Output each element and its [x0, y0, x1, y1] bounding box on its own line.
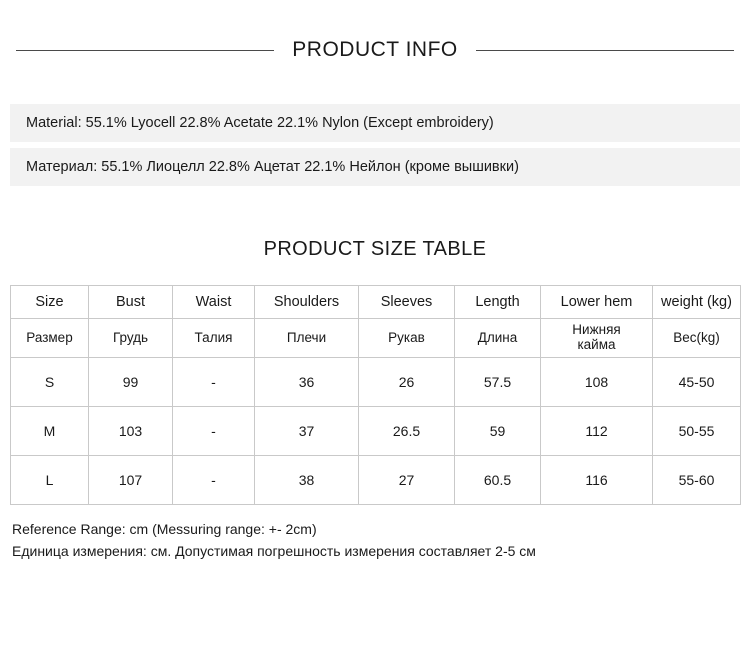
header-hem-en: Lower hem [541, 286, 653, 319]
cell-length: 59 [455, 407, 541, 456]
cell-length: 57.5 [455, 358, 541, 407]
header-shoulders-ru: Плечи [255, 319, 359, 358]
cell-weight: 50-55 [653, 407, 741, 456]
header-length-ru: Длина [455, 319, 541, 358]
footnote-english: Reference Range: cm (Messuring range: +- 2cm) [12, 521, 317, 537]
cell-waist: - [173, 456, 255, 505]
size-table [10, 285, 741, 505]
header-size-ru: Размер [11, 319, 89, 358]
header-hem-ru-line1: Нижняя [572, 322, 621, 338]
cell-sleeves: 27 [359, 456, 455, 505]
header-sleeves-en: Sleeves [359, 286, 455, 319]
product-info-heading [0, 38, 750, 62]
cell-hem: 108 [541, 358, 653, 407]
table-row [11, 456, 741, 505]
cell-shoulders: 36 [255, 358, 359, 407]
cell-shoulders: 37 [255, 407, 359, 456]
cell-waist: - [173, 358, 255, 407]
table-header-row-en [11, 286, 741, 319]
header-waist-ru: Талия [173, 319, 255, 358]
cell-sleeves: 26 [359, 358, 455, 407]
header-bust-ru: Грудь [89, 319, 173, 358]
size-table-title: PRODUCT SIZE TABLE [263, 238, 487, 260]
cell-shoulders: 38 [255, 456, 359, 505]
header-sleeves-ru: Рукав [359, 319, 455, 358]
heading-rule-right [476, 50, 734, 51]
header-weight-en: weight (kg) [653, 286, 741, 319]
cell-bust: 107 [89, 456, 173, 505]
header-length-en: Length [455, 286, 541, 319]
cell-length: 60.5 [455, 456, 541, 505]
header-hem-ru-line2: кайма [577, 337, 616, 352]
header-weight-ru: Вес(kg) [653, 319, 741, 358]
cell-hem: 112 [541, 407, 653, 456]
cell-size: S [11, 358, 89, 407]
header-bust-en: Bust [89, 286, 173, 319]
footnote-russian: Единица измерения: см. Допустимая погрешность измерения составляет 2-5 см [12, 542, 536, 559]
header-hem-ru [541, 319, 653, 358]
cell-weight: 45-50 [653, 358, 741, 407]
header-shoulders-en: Shoulders [255, 286, 359, 319]
product-info-title: PRODUCT INFO [292, 38, 458, 61]
cell-hem: 116 [541, 456, 653, 505]
footnotes [0, 519, 750, 562]
table-row [11, 407, 741, 456]
material-row-english: Material: 55.1% Lyocell 22.8% Acetate 22.1% Nylon (Except embroidery) [10, 104, 740, 142]
cell-sleeves: 26.5 [359, 407, 455, 456]
cell-size: L [11, 456, 89, 505]
size-table-wrapper [0, 285, 750, 505]
cell-weight: 55-60 [653, 456, 741, 505]
cell-size: M [11, 407, 89, 456]
material-row-russian: Материал: 55.1% Лиоцелл 22.8% Ацетат 22.1% Нейлон (кроме вышивки) [10, 148, 740, 186]
cell-waist: - [173, 407, 255, 456]
table-row [11, 358, 741, 407]
table-header-row-ru [11, 319, 741, 358]
cell-bust: 103 [89, 407, 173, 456]
heading-rule-left [16, 50, 274, 51]
header-waist-en: Waist [173, 286, 255, 319]
material-block [0, 104, 750, 186]
product-info-page [0, 38, 750, 668]
header-size-en: Size [11, 286, 89, 319]
cell-bust: 99 [89, 358, 173, 407]
